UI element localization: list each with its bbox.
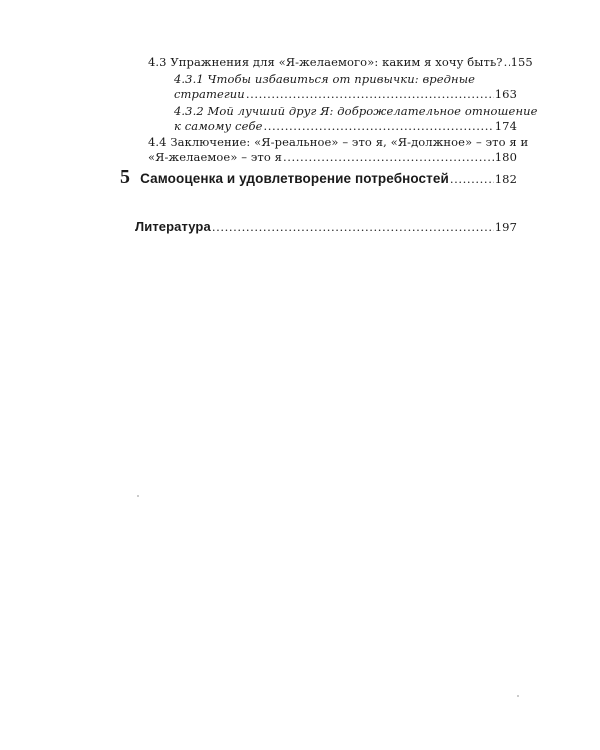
toc-entry-chapter-5[interactable] — [120, 166, 517, 188]
leader-dots — [450, 172, 494, 187]
leader-dots — [283, 150, 494, 165]
toc-entry-title: 4.3 Упражнения для «Я-желаемого»: каким я хочу быть? — [148, 55, 503, 69]
toc-entry-title-line-1: 4.3.2 Мой лучший друг Я: доброжелательное отношение — [174, 104, 538, 118]
toc-entry-title-line-2: к самому себе — [174, 119, 263, 133]
toc-entry-literature[interactable] — [135, 219, 517, 235]
toc-entry-4-3[interactable] — [148, 55, 533, 70]
toc-page-number: 197 — [494, 220, 517, 234]
leader-dots — [246, 87, 494, 102]
scan-speck — [517, 695, 519, 697]
toc-entry-title-line-1: 4.4 Заключение: «Я-реальное» – это я, «Я-должное» – это я и — [148, 135, 529, 149]
toc-page-number: 182 — [494, 172, 517, 186]
toc-entry-title-line-1: 4.3.1 Чтобы избавиться от привычки: вредные — [174, 72, 476, 86]
toc-page-number: 155 — [510, 55, 533, 69]
toc-page-number: 180 — [494, 150, 517, 164]
toc-entry-title: Самооценка и удовлетворение потребностей — [140, 171, 449, 186]
toc-entry-title: Литература — [135, 219, 211, 234]
toc-entry-4-3-1[interactable] — [174, 72, 517, 102]
toc-entry-4-4[interactable] — [148, 135, 529, 165]
scan-speck — [137, 495, 139, 497]
leader-dots — [264, 119, 494, 134]
toc-page-number: 163 — [494, 87, 517, 101]
toc-entry-4-3-2[interactable] — [174, 104, 538, 134]
toc-entry-title-line-2: стратегии — [174, 87, 245, 101]
toc-page-number: 174 — [494, 119, 517, 133]
leader-dots — [504, 55, 510, 70]
toc-entry-title-line-2: «Я-желаемое» – это я — [148, 150, 282, 164]
leader-dots — [212, 220, 494, 235]
chapter-number: 5 — [120, 166, 131, 188]
